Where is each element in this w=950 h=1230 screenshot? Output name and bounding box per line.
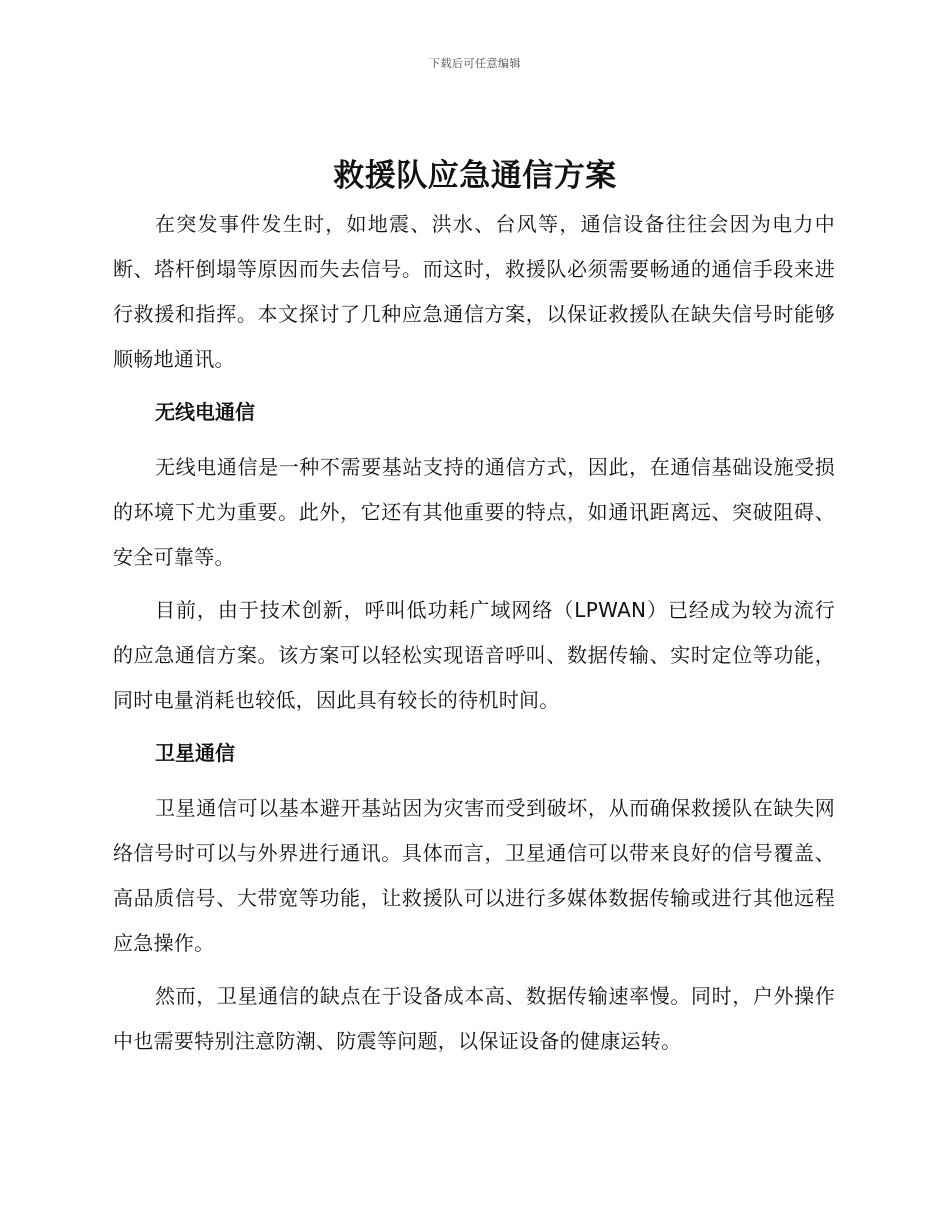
satellite-paragraph-2: 然而，卫星通信的缺点在于设备成本高、数据传输速率慢。同时，户外操作中也需要特别注意防潮、防震等问题，以保证设备的健康运转。	[113, 984, 835, 1053]
header-note: 下载后可任意编辑	[429, 57, 521, 70]
document-title: 救援队应急通信方案	[333, 158, 617, 194]
section-heading-radio: 无线电通信	[155, 400, 255, 424]
intro-paragraph: 在突发事件发生时，如地震、洪水、台风等，通信设备往往会因为电力中断、塔杆倒塌等原因而失去信号。而这时，救援队必须需要畅通的通信手段来进行救援和指挥。本文探讨了几种应急通信方案，以保证救援队在缺失信号时能够顺畅地通讯。	[113, 212, 835, 371]
satellite-paragraph-1: 卫星通信可以基本避开基站因为灾害而受到破坏，从而确保救援队在缺失网络信号时可以与外界进行通讯。具体而言，卫星通信可以带来良好的信号覆盖、高品质信号、大带宽等功能，让救援队可以进行多媒体数据传输或进行其他远程应急操作。	[113, 796, 835, 955]
section-heading-satellite: 卫星通信	[155, 741, 235, 765]
document-body	[113, 202, 835, 1072]
radio-paragraph-1: 无线电通信是一种不需要基站支持的通信方式，因此，在通信基础设施受损的环境下尤为重要。此外，它还有其他重要的特点，如通讯距离远、突破阻碍、安全可靠等。	[113, 455, 835, 569]
radio-paragraph-2: 目前，由于技术创新，呼叫低功耗广域网络（LPWAN）已经成为较为流行的应急通信方案。该方案可以轻松实现语音呼叫、数据传输、实时定位等功能，同时电量消耗也较低，因此具有较长的待机时间。	[113, 598, 835, 712]
